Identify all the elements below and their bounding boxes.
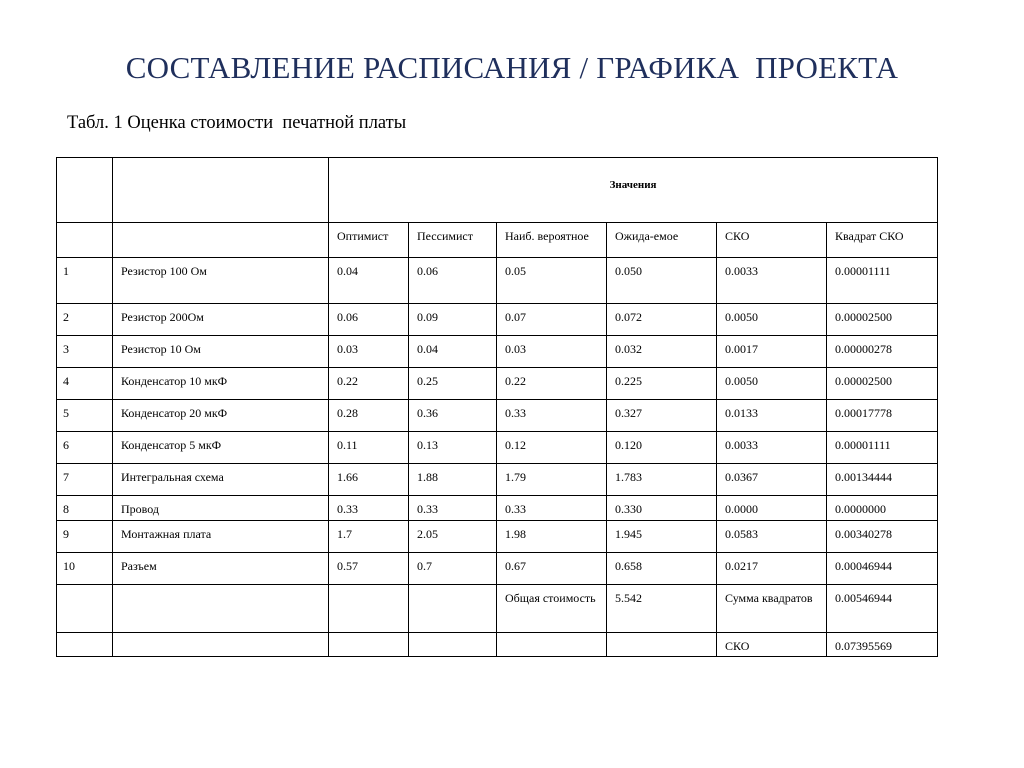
pessimist-value: 0.25 [409, 368, 497, 400]
sko-squared-value: 0.00017778 [827, 400, 938, 432]
pessimist-value: 0.06 [409, 258, 497, 304]
row-number: 4 [57, 368, 113, 400]
sko-squared-value: 0.00002500 [827, 304, 938, 336]
empty-cell [113, 633, 329, 657]
sko-value: 0.0033 [717, 432, 827, 464]
table-row [57, 304, 938, 336]
most-likely-value: 0.22 [497, 368, 607, 400]
most-likely-value: 1.98 [497, 521, 607, 553]
empty-cell [57, 223, 113, 258]
pessimist-value: 0.09 [409, 304, 497, 336]
sko-squared-value: 0.00001111 [827, 432, 938, 464]
header-row-columns [57, 223, 938, 258]
empty-cell [57, 158, 113, 223]
column-header-pessimist: Пессимист [409, 223, 497, 258]
optimist-value: 1.7 [329, 521, 409, 553]
optimist-value: 0.04 [329, 258, 409, 304]
most-likely-value: 0.67 [497, 553, 607, 585]
optimist-value: 0.28 [329, 400, 409, 432]
sko-value: 0.0217 [717, 553, 827, 585]
sko-value: 0.0033 [717, 258, 827, 304]
expected-value: 0.120 [607, 432, 717, 464]
component-name: Резистор 10 Ом [113, 336, 329, 368]
component-name: Конденсатор 20 мкФ [113, 400, 329, 432]
row-number: 3 [57, 336, 113, 368]
expected-value: 0.327 [607, 400, 717, 432]
cost-estimate-table [56, 157, 938, 657]
sko-value: 0.0017 [717, 336, 827, 368]
component-name: Разъем [113, 553, 329, 585]
column-header-expected: Ожида-емое [607, 223, 717, 258]
table-caption: Табл. 1 Оценка стоимости печатной платы [67, 113, 407, 133]
column-header-sko-squared: Квадрат СКО [827, 223, 938, 258]
row-number: 9 [57, 521, 113, 553]
expected-value: 0.225 [607, 368, 717, 400]
expected-value: 0.050 [607, 258, 717, 304]
sko-value: 0.0050 [717, 368, 827, 400]
row-number: 6 [57, 432, 113, 464]
sko-value: 0.0583 [717, 521, 827, 553]
empty-cell [329, 585, 409, 633]
empty-cell [329, 633, 409, 657]
column-header-optimist: Оптимист [329, 223, 409, 258]
sko-total-row [57, 633, 938, 657]
empty-cell [113, 585, 329, 633]
column-header-most-likely: Наиб. вероятное [497, 223, 607, 258]
pessimist-value: 0.33 [409, 496, 497, 521]
total-cost-value: 5.542 [607, 585, 717, 633]
sum-squares-label: Сумма квадратов [717, 585, 827, 633]
component-name: Монтажная плата [113, 521, 329, 553]
pessimist-value: 0.7 [409, 553, 497, 585]
sko-total-label: СКО [717, 633, 827, 657]
most-likely-value: 1.79 [497, 464, 607, 496]
header-row-group [57, 158, 938, 223]
optimist-value: 0.57 [329, 553, 409, 585]
optimist-value: 1.66 [329, 464, 409, 496]
pessimist-value: 0.13 [409, 432, 497, 464]
row-number: 7 [57, 464, 113, 496]
expected-value: 0.032 [607, 336, 717, 368]
sko-squared-value: 0.00046944 [827, 553, 938, 585]
values-group-header: Значения [329, 158, 938, 223]
optimist-value: 0.22 [329, 368, 409, 400]
table-row [57, 432, 938, 464]
most-likely-value: 0.05 [497, 258, 607, 304]
sko-value: 0.0367 [717, 464, 827, 496]
sko-squared-value: 0.00001111 [827, 258, 938, 304]
table-row [57, 400, 938, 432]
expected-value: 0.658 [607, 553, 717, 585]
expected-value: 1.783 [607, 464, 717, 496]
sko-squared-value: 0.00340278 [827, 521, 938, 553]
empty-cell [409, 633, 497, 657]
optimist-value: 0.33 [329, 496, 409, 521]
expected-value: 0.330 [607, 496, 717, 521]
optimist-value: 0.11 [329, 432, 409, 464]
optimist-value: 0.03 [329, 336, 409, 368]
sko-squared-value: 0.0000000 [827, 496, 938, 521]
table-row [57, 553, 938, 585]
sko-squared-value: 0.00000278 [827, 336, 938, 368]
component-name: Конденсатор 5 мкФ [113, 432, 329, 464]
column-header-sko: СКО [717, 223, 827, 258]
component-name: Резистор 200Ом [113, 304, 329, 336]
empty-cell [409, 585, 497, 633]
empty-cell [57, 585, 113, 633]
sko-value: 0.0050 [717, 304, 827, 336]
table-row [57, 464, 938, 496]
most-likely-value: 0.03 [497, 336, 607, 368]
row-number: 8 [57, 496, 113, 521]
pessimist-value: 0.36 [409, 400, 497, 432]
component-name: Резистор 100 Ом [113, 258, 329, 304]
empty-cell [607, 633, 717, 657]
optimist-value: 0.06 [329, 304, 409, 336]
empty-cell [113, 223, 329, 258]
sko-value: 0.0000 [717, 496, 827, 521]
expected-value: 0.072 [607, 304, 717, 336]
table-row [57, 368, 938, 400]
table-body [57, 158, 938, 657]
most-likely-value: 0.33 [497, 400, 607, 432]
empty-cell [57, 633, 113, 657]
sko-squared-value: 0.00002500 [827, 368, 938, 400]
component-name: Интегральная схема [113, 464, 329, 496]
component-name: Конденсатор 10 мкФ [113, 368, 329, 400]
table-row [57, 336, 938, 368]
table-row [57, 258, 938, 304]
row-number: 5 [57, 400, 113, 432]
sum-squares-value: 0.00546944 [827, 585, 938, 633]
table-row [57, 521, 938, 553]
sko-total-value: 0.07395569 [827, 633, 938, 657]
table-row [57, 496, 938, 521]
empty-cell [113, 158, 329, 223]
empty-cell [497, 633, 607, 657]
total-cost-label: Общая стоимость [497, 585, 607, 633]
row-number: 1 [57, 258, 113, 304]
sko-value: 0.0133 [717, 400, 827, 432]
page-title: СОСТАВЛЕНИЕ РАСПИСАНИЯ / ГРАФИКА ПРОЕКТА [125, 50, 899, 85]
pessimist-value: 1.88 [409, 464, 497, 496]
sko-squared-value: 0.00134444 [827, 464, 938, 496]
component-name: Провод [113, 496, 329, 521]
pessimist-value: 0.04 [409, 336, 497, 368]
row-number: 2 [57, 304, 113, 336]
pessimist-value: 2.05 [409, 521, 497, 553]
most-likely-value: 0.12 [497, 432, 607, 464]
expected-value: 1.945 [607, 521, 717, 553]
row-number: 10 [57, 553, 113, 585]
most-likely-value: 0.07 [497, 304, 607, 336]
totals-row [57, 585, 938, 633]
most-likely-value: 0.33 [497, 496, 607, 521]
